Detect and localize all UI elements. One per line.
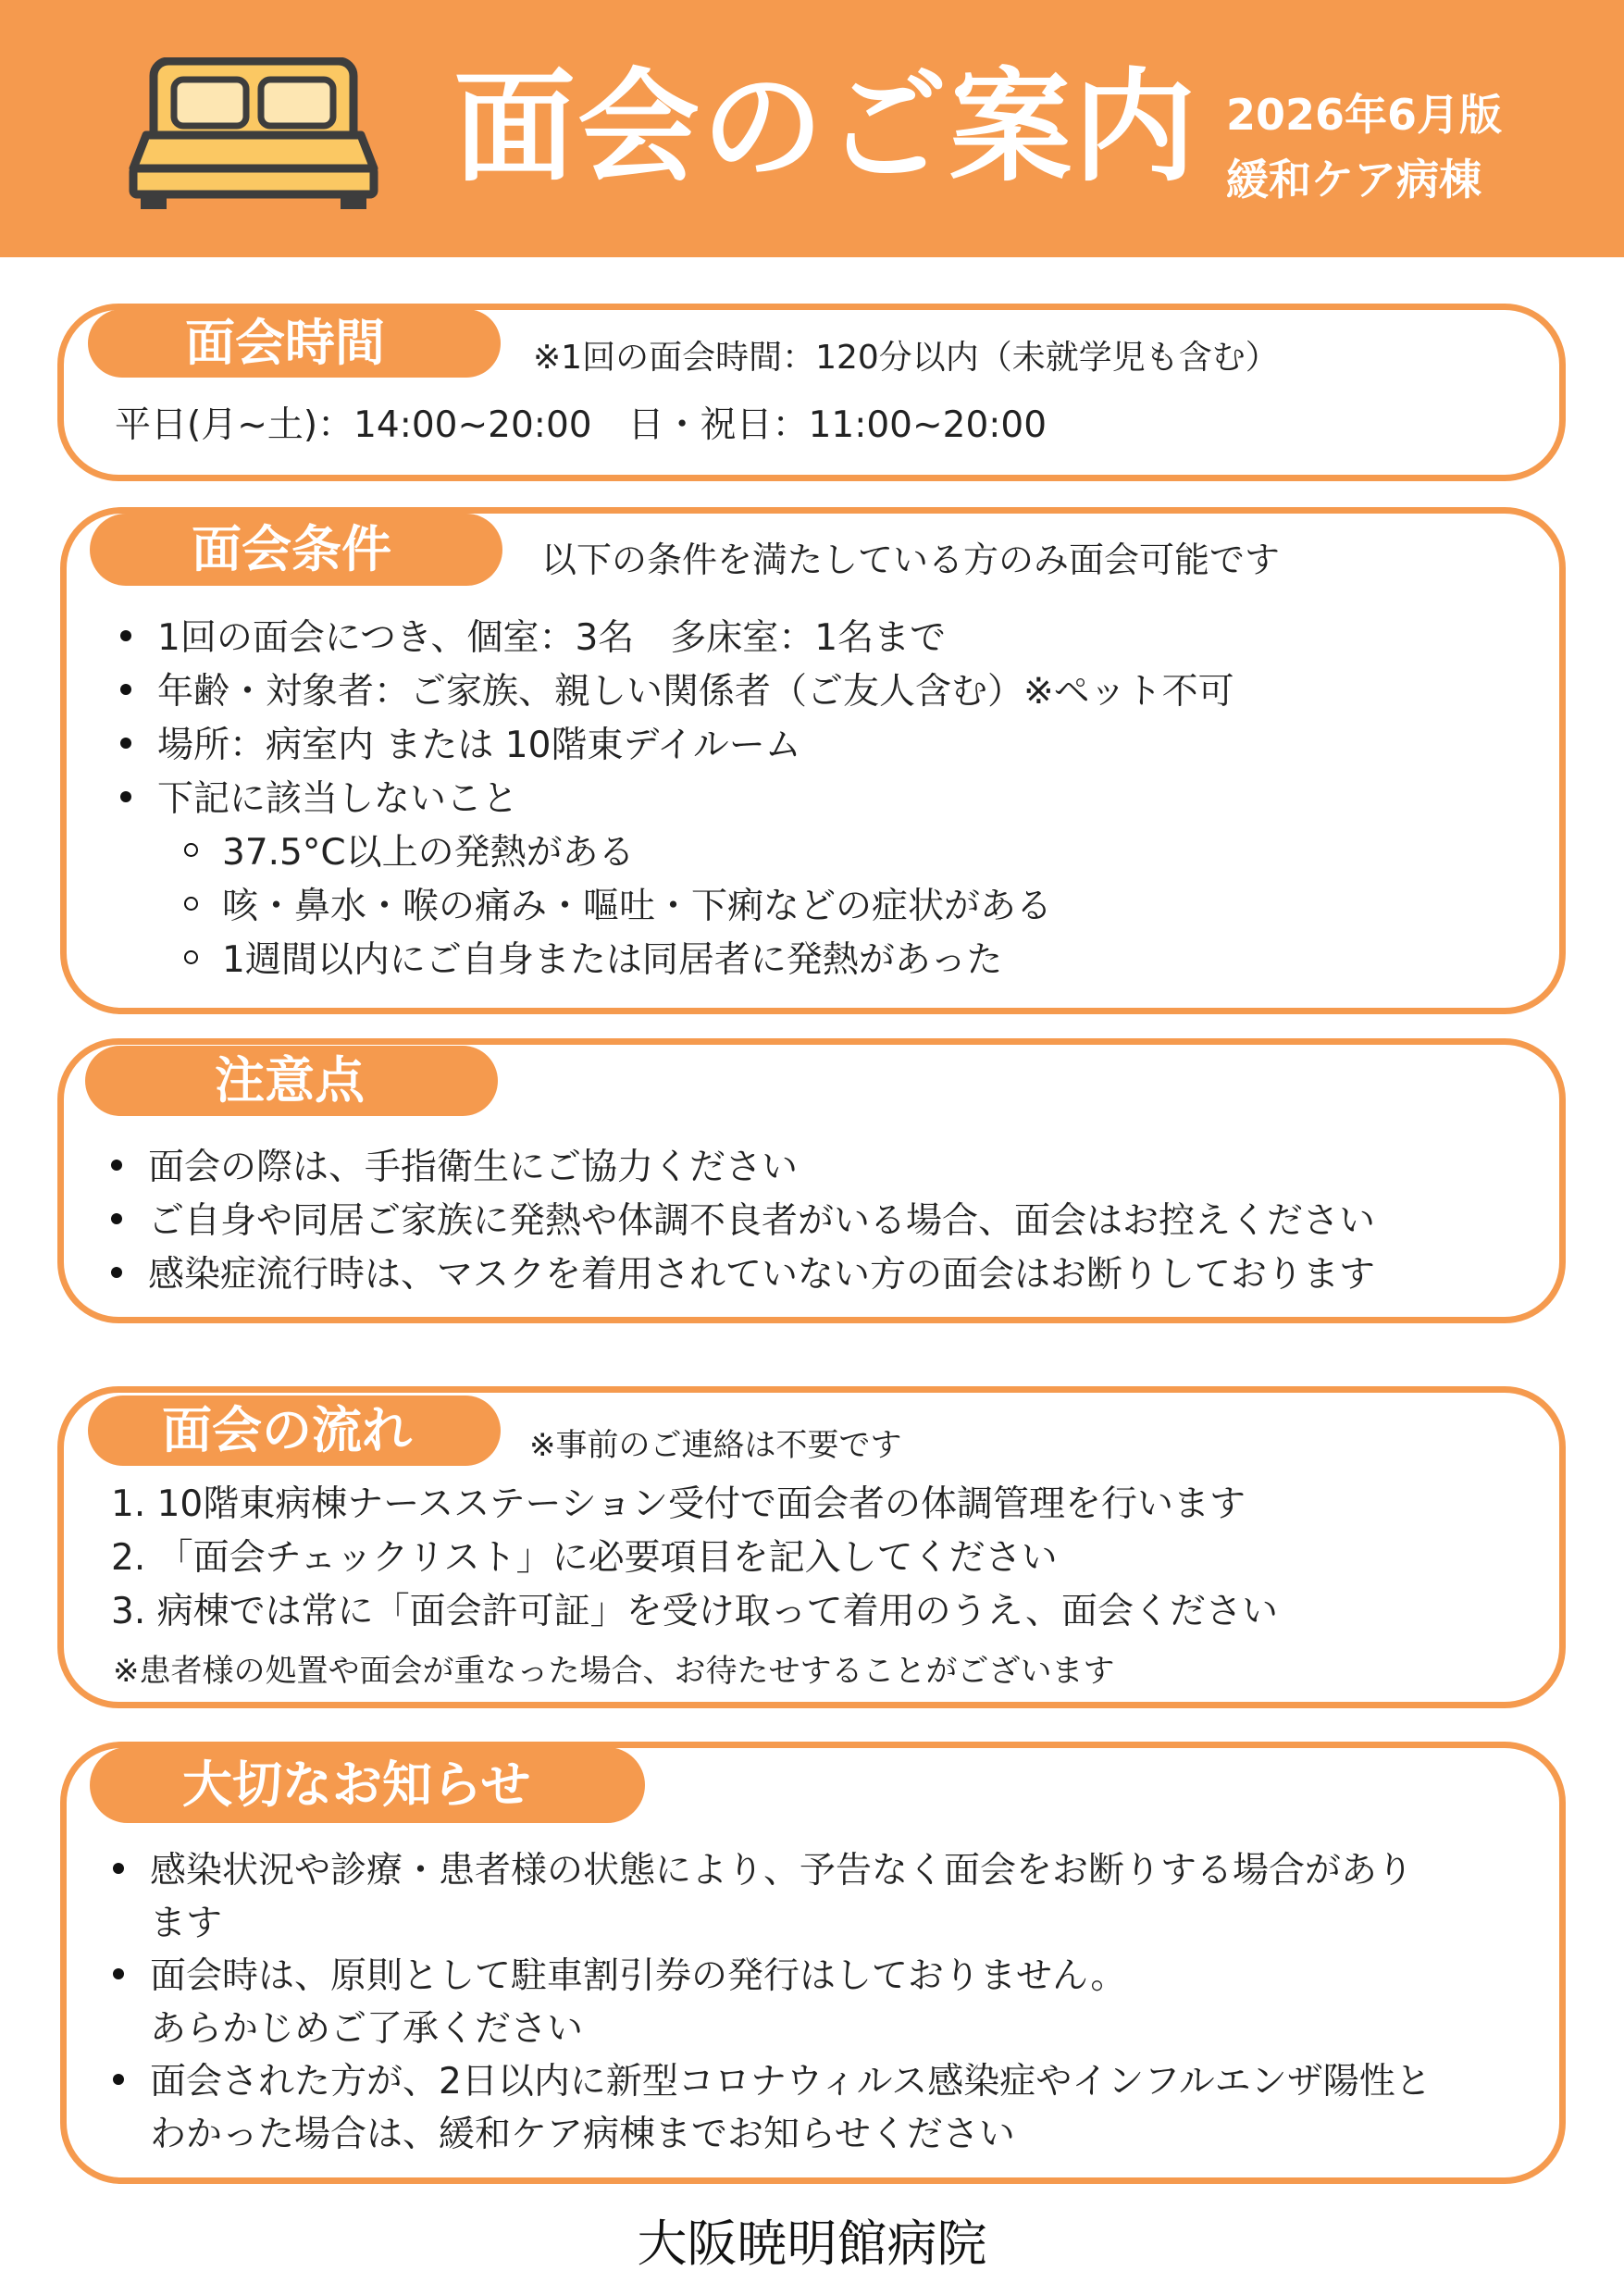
notices-item: 面会時は、原則として駐車割引券の発行はしておりません。 bbox=[150, 1947, 1126, 1999]
conditions-sub-item: 37.5°C以上の発熱がある bbox=[222, 824, 635, 875]
edition-label: 2026年6月版 bbox=[1226, 90, 1503, 140]
visiting-hours-heading: 面会時間 bbox=[88, 309, 501, 378]
visiting-hours-note: ※1回の面会時間：120分以内（未就学児も含む） bbox=[533, 339, 1279, 377]
notices-item: 面会された方が、2日以内に新型コロナウィルス感染症やインフルエンザ陽性と bbox=[150, 2053, 1432, 2104]
flow-step: 2. 「面会チェックリスト」に必要項目を記入してください bbox=[111, 1537, 1058, 1579]
page-title: 面会のご案内 bbox=[453, 56, 1197, 199]
flow-heading: 面会の流れ bbox=[88, 1396, 501, 1466]
hospital-name: 大阪暁明館病院 bbox=[637, 2214, 987, 2273]
conditions-note: 以下の条件を満たしている方のみ面会可能です bbox=[541, 540, 1281, 580]
notices-item-continued: あらかじめご了承ください bbox=[150, 2008, 584, 2050]
conditions-heading: 面会条件 bbox=[90, 514, 502, 586]
cautions-item: ご自身や同居ご家族に発熱や体調不良者がいる場合、面会はお控えください bbox=[148, 1192, 1375, 1244]
notices-item: 感染状況や診療・患者様の状態により、予告なく面会をお断りする場合があり bbox=[150, 1842, 1413, 1893]
visiting-hours-times: 平日(月~土)：14:00~20:00 日・祝日：11:00~20:00 bbox=[115, 404, 1048, 446]
flow-note: ※事前のご連絡は不要です bbox=[529, 1427, 902, 1464]
notices-item-continued: わかった場合は、緩和ケア病棟までお知らせください bbox=[150, 2114, 1015, 2155]
flow-step: 1. 10階東病棟ナースステーション受付で面会者の体調管理を行います bbox=[111, 1483, 1246, 1525]
flow-footnote: ※患者様の処置や面会が重なった場合、お待たせすることがございます bbox=[113, 1653, 1115, 1690]
conditions-item: 1回の面会につき、個室：3名 多床室：1名まで bbox=[157, 609, 946, 661]
cautions-item: 感染症流行時は、マスクを着用されていない方の面会はお断りしております bbox=[148, 1246, 1375, 1297]
notices-heading: 大切なお知らせ bbox=[90, 1747, 645, 1823]
header-banner bbox=[0, 0, 1624, 257]
conditions-item: 年齢・対象者：ご家族、親しい関係者（ご友人含む）※ペット不可 bbox=[157, 663, 1234, 714]
conditions-sub-item: 咳・鼻水・喉の痛み・嘔吐・下痢などの症状がある bbox=[222, 877, 1052, 929]
conditions-sub-item: 1週間以内にご自身または同居者に発熱があった bbox=[222, 931, 1002, 983]
cautions-heading: 注意点 bbox=[85, 1046, 498, 1116]
ward-label: 緩和ケア病棟 bbox=[1226, 155, 1481, 205]
conditions-item: 下記に該当しないこと bbox=[157, 770, 518, 822]
conditions-item: 場所：病室内 または 10階東デイルーム bbox=[157, 716, 801, 768]
cautions-item: 面会の際は、手指衛生にご協力ください bbox=[148, 1138, 798, 1190]
notices-item-continued: ます bbox=[150, 1903, 223, 1944]
flow-step: 3. 病棟では常に「面会許可証」を受け取って着用のうえ、面会ください bbox=[111, 1591, 1278, 1632]
bed-icon bbox=[128, 57, 379, 215]
